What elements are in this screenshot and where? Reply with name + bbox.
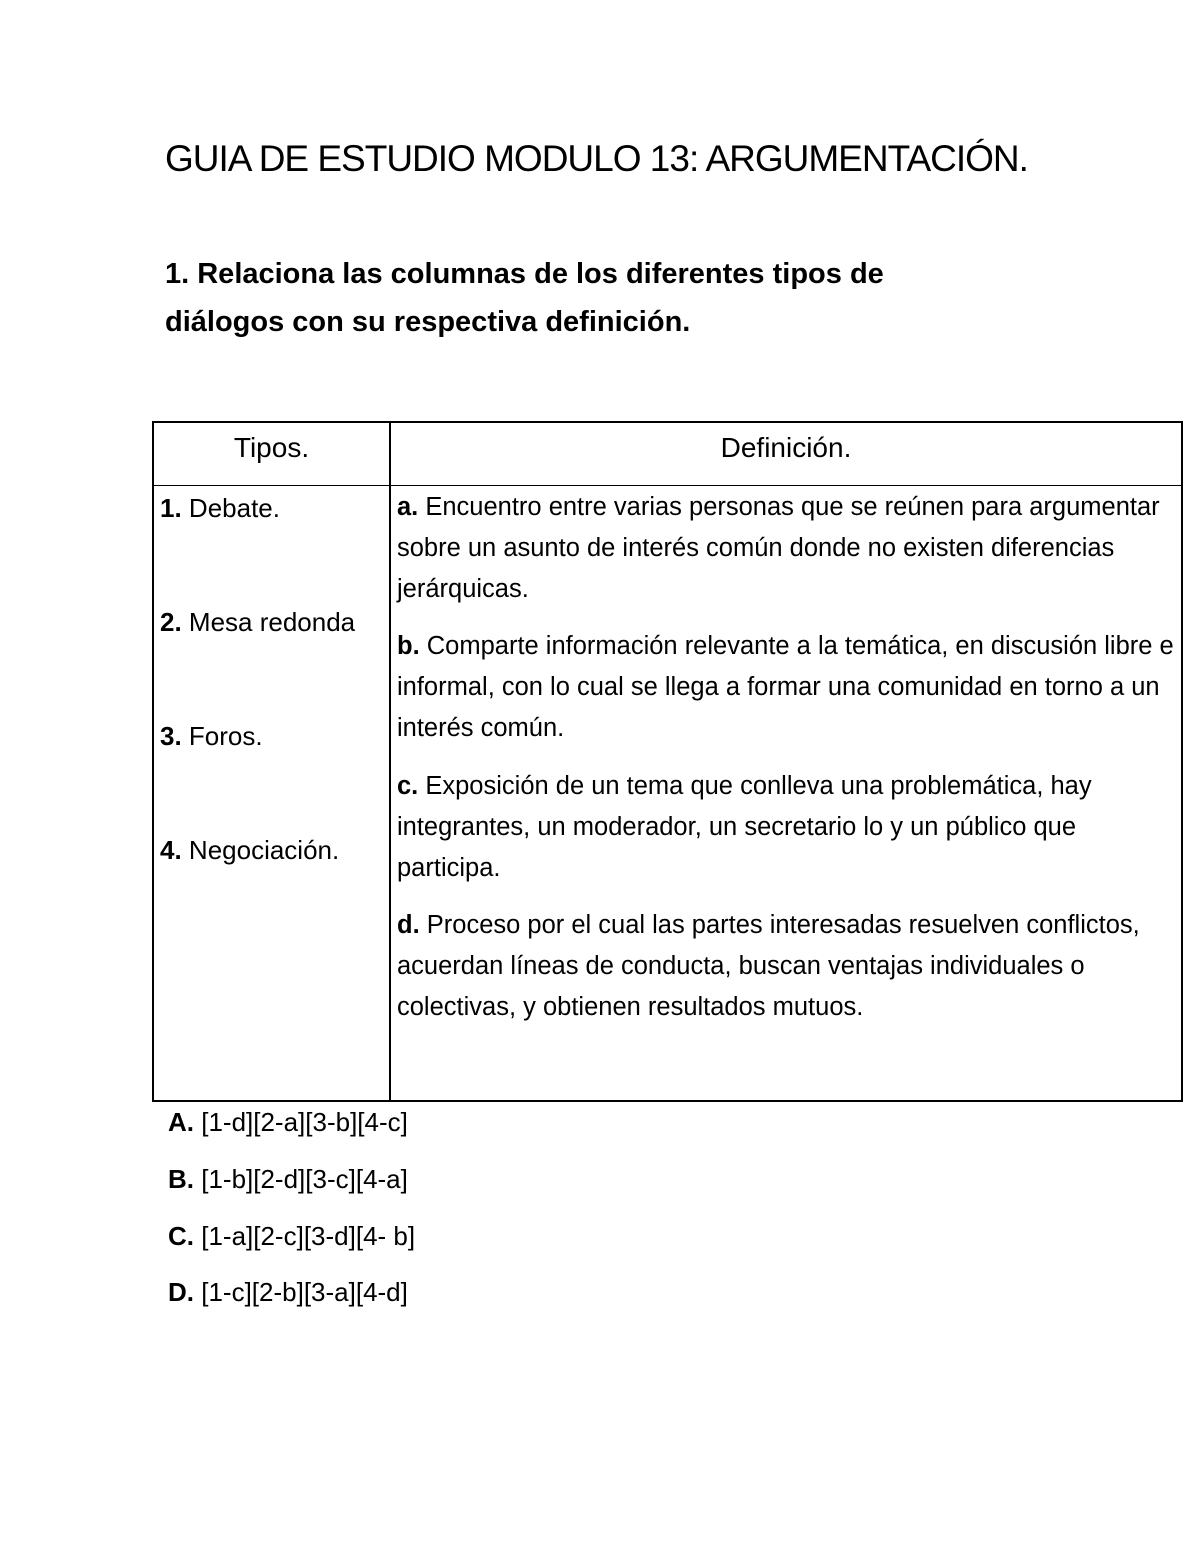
type-number: 1. [160,493,182,523]
option-text: [1-b][2-d][3-c][4-a] [194,1164,408,1194]
type-item-foros [160,721,263,752]
header-divider [154,485,1181,486]
definition-text: Proceso por el cual las partes interesadas resuelven conflictos, acuerdan líneas de conducta, buscan ventajas individuales o colectivas, y obtienen resultados mutuos. [397,911,1140,1021]
option-letter: A. [168,1107,194,1137]
matching-table [152,421,1183,1102]
type-label: Debate. [181,493,280,523]
type-number: 4. [160,835,182,865]
option-text: [1-c][2-b][3-a][4-d] [194,1277,408,1307]
definition-text: Encuentro entre varias personas que se reúnen para argumentar sobre un asunto de interés común donde no existen diferencias jerárquicas. [397,493,1160,603]
type-item-negociacion [160,835,339,866]
page-title: GUIA DE ESTUDIO MODULO 13: ARGUMENTACIÓN. [165,138,1028,179]
definition-text: Comparte información relevante a la temática, en discusión libre e informal, con lo cual se llega a formar una comunidad en torno a un interés común. [397,632,1174,742]
definition-letter: b. [397,632,420,660]
answer-option-d[interactable] [168,1277,408,1308]
definition-letter: d. [397,911,420,939]
question-line-2: diálogos con su respectiva definición. [165,306,691,338]
option-text: [1-a][2-c][3-d][4- b] [194,1221,416,1251]
header-definitions: Definición. [720,432,852,463]
type-label: Mesa redonda [181,607,356,637]
column-divider [389,423,391,1100]
type-label: Foros. [181,721,263,751]
question-prompt [165,250,884,346]
question-line-1: 1. Relaciona las columnas de los diferentes tipos de [165,258,884,290]
type-number: 3. [160,721,182,751]
option-letter: D. [168,1277,194,1307]
option-letter: C. [168,1221,194,1251]
option-text: [1-d][2-a][3-b][4-c] [194,1107,408,1137]
definition-text: Exposición de un tema que conlleva una problemática, hay integrantes, un moderador, un secretario lo y un público que participa. [397,772,1092,882]
type-label: Negociación. [181,835,340,865]
header-types: Tipos. [233,432,310,463]
type-number: 2. [160,607,182,637]
answer-option-c[interactable] [168,1221,415,1252]
type-item-mesa-redonda [160,607,355,638]
answer-option-b[interactable] [168,1164,408,1195]
definition-letter: c. [397,772,419,800]
type-item-debate [160,493,280,524]
definition-b [397,626,1179,749]
option-letter: B. [168,1164,194,1194]
definition-d [397,905,1179,1028]
definition-a [397,487,1179,610]
definition-c [397,766,1179,889]
answer-option-a[interactable] [168,1107,408,1138]
definition-letter: a. [397,493,419,521]
